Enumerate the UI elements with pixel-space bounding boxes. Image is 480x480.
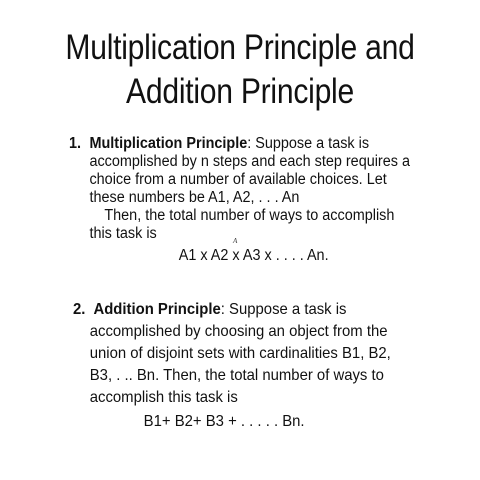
item2-line1-rest: : Suppose a task is (220, 301, 347, 318)
item1-line-3: choice from a number of available choices. Let (89, 171, 387, 188)
item1-line-4: these numbers be A1, A2, . . . An (89, 189, 300, 206)
item1-row-1 (69, 135, 410, 153)
title-line-2: Addition Principle (126, 72, 354, 111)
item1-line-5: Then, the total number of ways to accomplish (104, 207, 395, 224)
multiplication-principle-item (69, 135, 410, 265)
item1-line1-rest: : Suppose a task is (247, 135, 370, 152)
item2-line-3: union of disjoint sets with cardinalities B1, B2, (89, 345, 391, 362)
item1-formula: A1 x A2 x A3 x . . . . An. (178, 247, 329, 264)
addition-principle-item (73, 299, 391, 433)
item2-line-5: accomplish this task is (89, 389, 238, 406)
title-line-1: Multiplication Principle and (65, 28, 415, 67)
item2-line-2: accomplished by choosing an object from the (89, 323, 388, 340)
slide-title (34, 26, 447, 114)
item2-line-4: B3, . .. Bn. Then, the total number of ways to (89, 367, 384, 384)
item2-term: Addition Principle (93, 301, 221, 318)
item1-term: Multiplication Principle (89, 135, 248, 152)
item2-number: 2. (73, 301, 86, 318)
item1-line-6: this task is (89, 225, 157, 242)
item2-row-1 (73, 299, 391, 321)
item1-number: 1. (69, 135, 82, 152)
stray-subscript-mark: A (233, 237, 238, 245)
item1-line-2: accomplished by n steps and each step requires a (89, 153, 410, 170)
item2-formula: B1+ B2+ B3 + . . . . . Bn. (143, 413, 305, 430)
